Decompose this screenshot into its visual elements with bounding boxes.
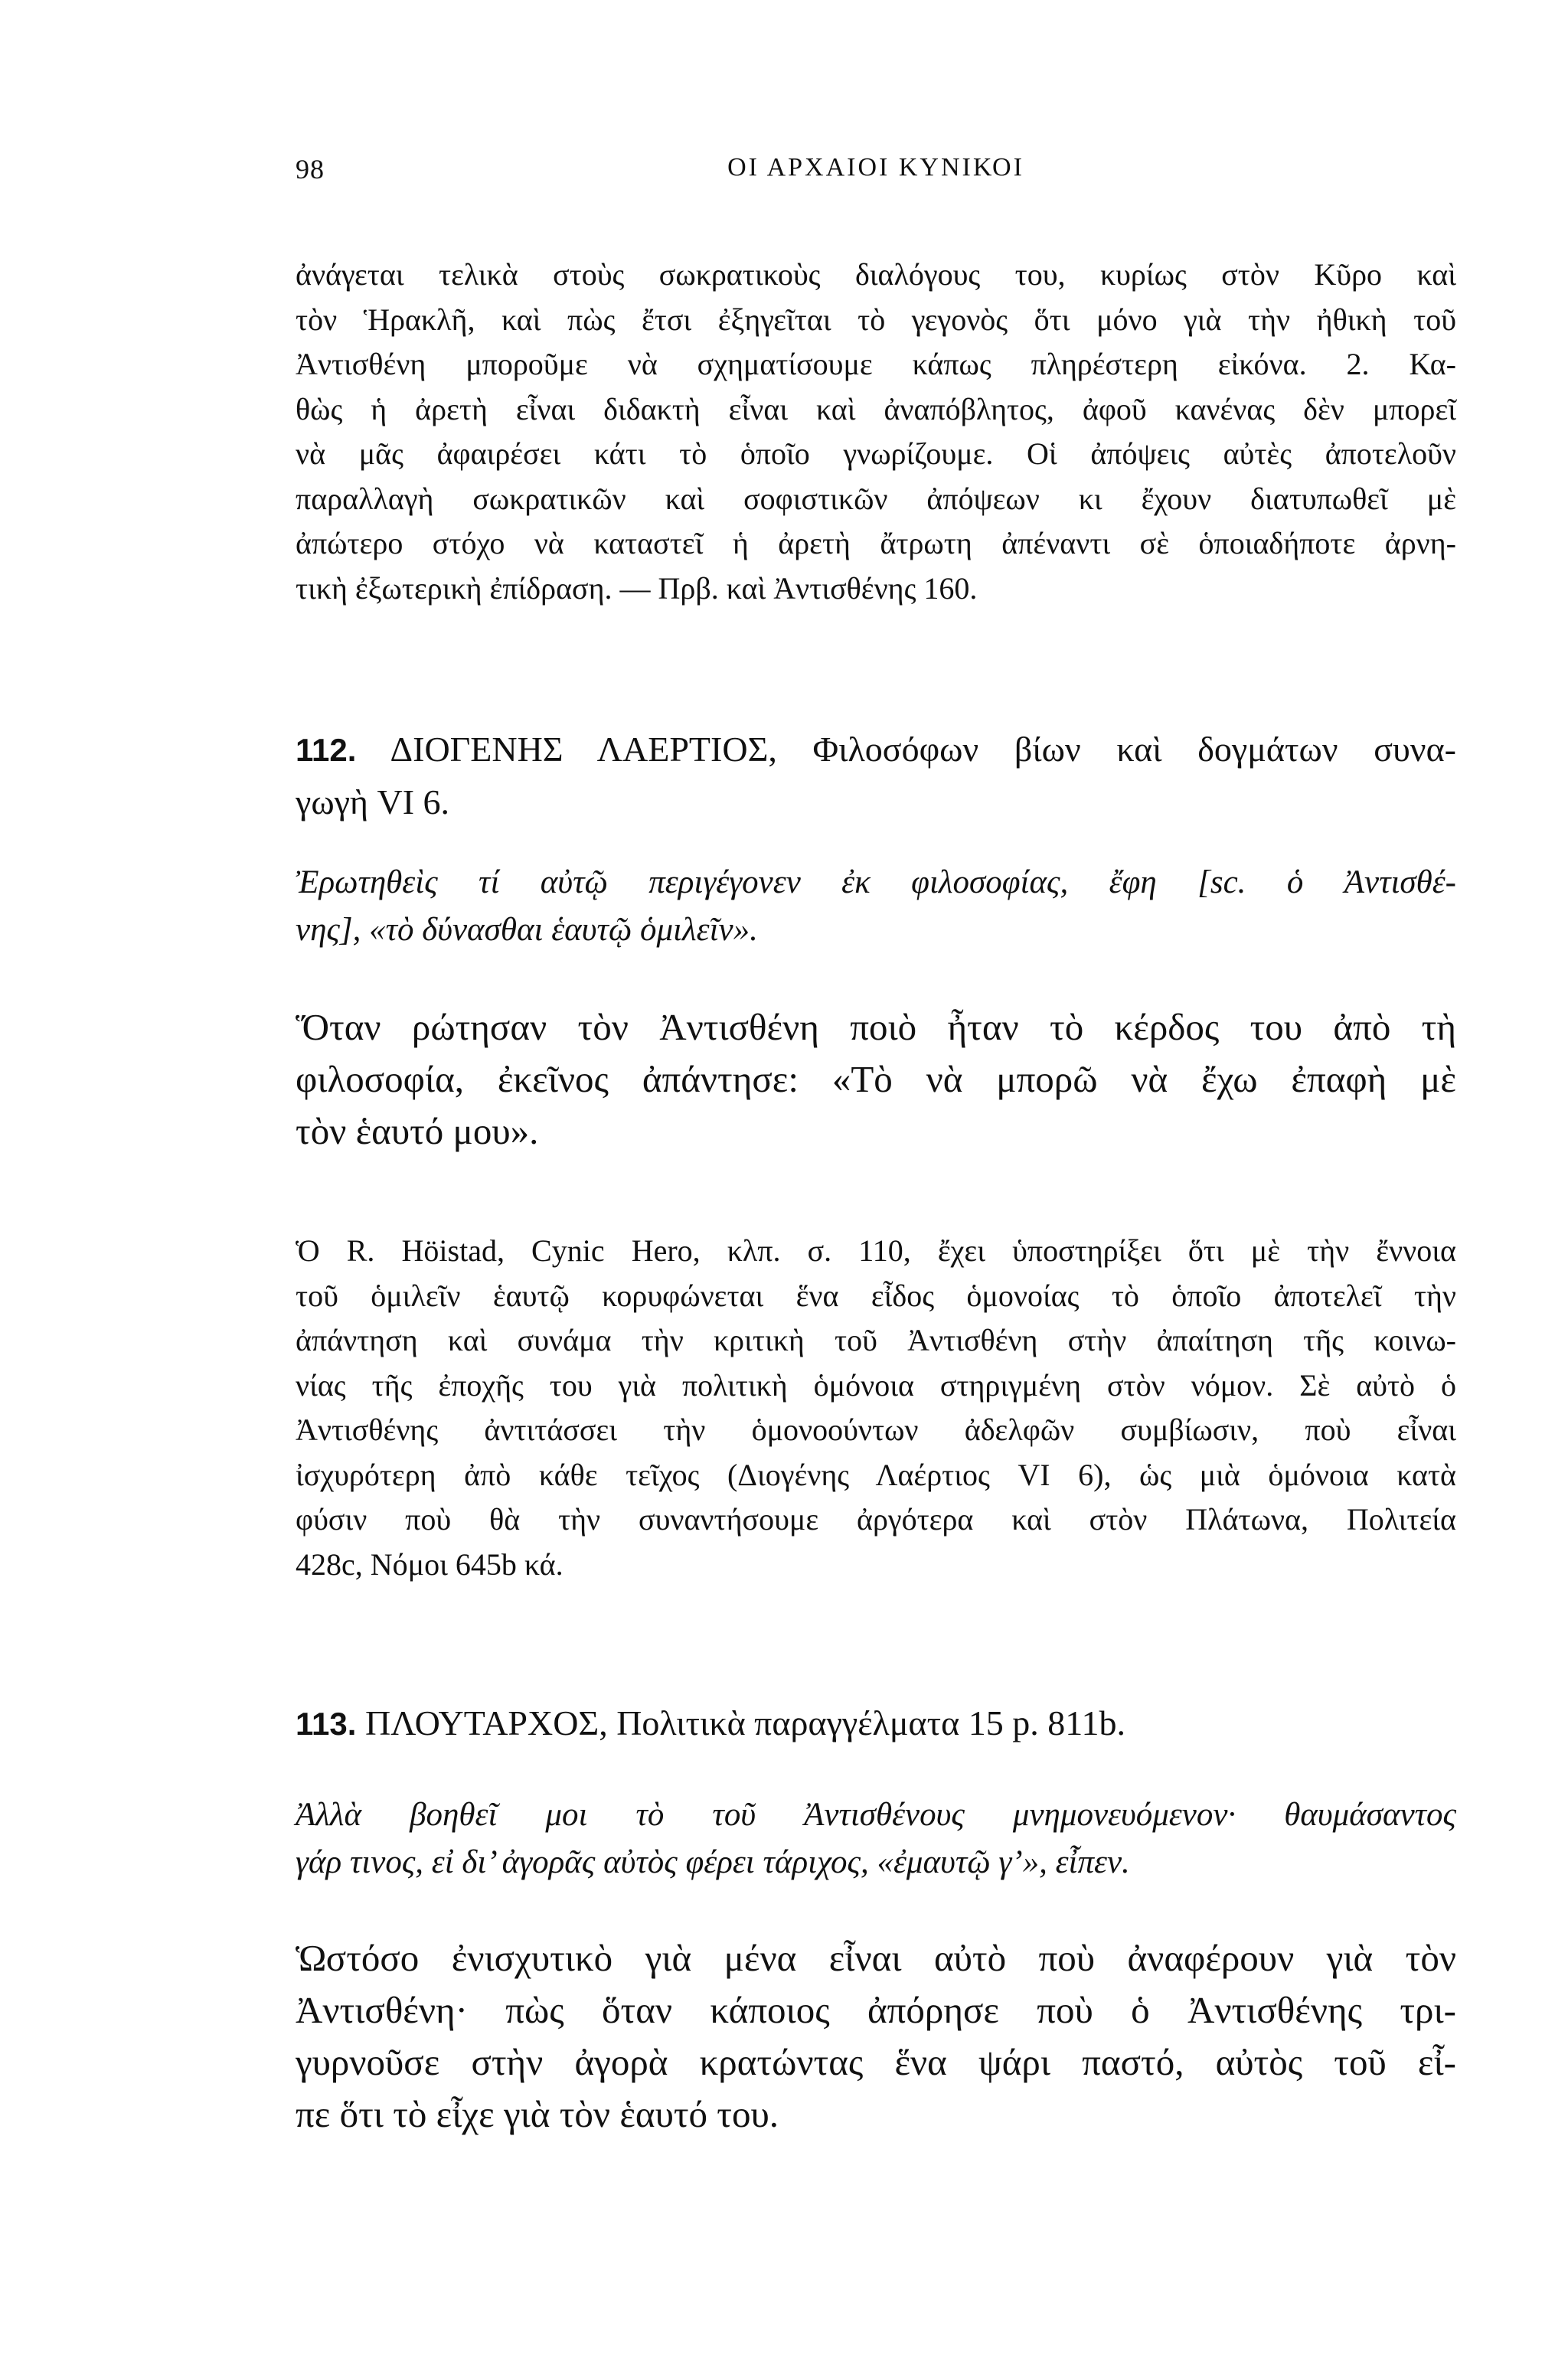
text-line: ἰσχυρότερη ἀπὸ κάθε τεῖχος (Διογένης Λαέρτιος VI 6), ὡς μιὰ ὁμόνοια κατὰ bbox=[296, 1457, 1456, 1492]
text-line: Ἀλλὰ βοηθεῖ μοι τὸ τοῦ Ἀντισθένους μνημονευόμενον· θαυμάσαντος bbox=[296, 1797, 1456, 1833]
page-header bbox=[296, 153, 1456, 199]
text-line: γυρνοῦσε στὴν ἀγορὰ κρατώντας ἕνα ψάρι παστό, αὐτὸς τοῦ εἶ- bbox=[296, 2041, 1456, 2083]
entry-113-translation bbox=[296, 1932, 1456, 2141]
heading-text: ΔΙΟΓΕΝΗΣ ΛΑΕΡΤΙΟΣ, Φιλοσόφων βίων καὶ δογμάτων συνα- bbox=[390, 730, 1456, 769]
heading-line bbox=[296, 723, 1456, 776]
text-line: Ἐρωτηθεὶς τί αὐτῷ περιγέγονεν ἐκ φιλοσοφίας, ἔφη [sc. ὁ Ἀντισθέ- bbox=[296, 864, 1456, 900]
heading-line: γωγὴ VI 6. bbox=[296, 782, 450, 821]
entry-112-heading bbox=[296, 723, 1456, 828]
text-line: 428c, Νόμοι 645b κά. bbox=[296, 1546, 564, 1582]
text-line: ἀπώτερο στόχο νὰ καταστεῖ ἡ ἀρετὴ ἄτρωτη ἀπέναντι σὲ ὁποιαδήποτε ἀρνη- bbox=[296, 526, 1456, 560]
entry-112-commentary bbox=[296, 1229, 1456, 1587]
entry-number: 113. bbox=[296, 1706, 357, 1742]
entry-112-source bbox=[296, 859, 1456, 954]
entry-112-translation bbox=[296, 1001, 1456, 1158]
text-line: τὸν ἑαυτό μου». bbox=[296, 1110, 539, 1152]
text-line: Ἀντισθένη· πὼς ὅταν κάποιος ἀπόρησε ποὺ ὁ Ἀντισθένης τρι- bbox=[296, 1989, 1456, 2031]
text-line: Ἀντισθένης ἀντιτάσσει τὴν ὁμονοούντων ἀδελφῶν συμβίωσιν, ποὺ εἶναι bbox=[296, 1413, 1456, 1447]
text-line: τὸν Ἡρακλῆ, καὶ πὼς ἔτσι ἐξηγεῖται τὸ γεγονὸς ὅτι μόνο γιὰ τὴν ἠθικὴ τοῦ bbox=[296, 302, 1456, 337]
text-line: τοῦ ὁμιλεῖν ἑαυτῷ κορυφώνεται ἕνα εἶδος ὁμονοίας τὸ ὁποῖο ἀποτελεῖ τὴν bbox=[296, 1278, 1456, 1313]
text-line: ἀνάγεται τελικὰ στοὺς σωκρατικοὺς διαλόγους του, κυρίως στὸν Κῦρο καὶ bbox=[296, 257, 1456, 292]
text-line: πε ὅτι τὸ εἶχε γιὰ τὸν ἑαυτό του. bbox=[296, 2093, 779, 2135]
entry-number: 112. bbox=[296, 732, 357, 768]
text-line: φύσιν ποὺ θὰ τὴν συναντήσουμε ἀργότερα καὶ στὸν Πλάτωνα, Πολιτεία bbox=[296, 1502, 1456, 1537]
text-line: Ὁ R. Höistad, Cynic Hero, κλπ. σ. 110, ἔχει ὑποστηρίξει ὅτι μὲ τὴν ἔννοια bbox=[296, 1233, 1456, 1268]
text-line: θὼς ἡ ἀρετὴ εἶναι διδακτὴ εἶναι καὶ ἀναπόβλητος, ἀφοῦ κανένας δὲν μπορεῖ bbox=[296, 391, 1456, 426]
text-line: νὰ μᾶς ἀφαιρέσει κάτι τὸ ὁποῖο γνωρίζουμε. Οἱ ἀπόψεις αὐτὲς ἀποτελοῦν bbox=[296, 436, 1456, 471]
text-line: Ὡστόσο ἐνισχυτικὸ γιὰ μένα εἶναι αὐτὸ ποὺ ἀναφέρουν γιὰ τὸν bbox=[296, 1937, 1456, 1979]
text-line: γάρ τινος, εἰ δι’ ἀγορᾶς αὐτὸς φέρει τάριχος, «ἐμαυτῷ γ’», εἶπεν. bbox=[296, 1844, 1130, 1880]
entry-113-source bbox=[296, 1791, 1456, 1886]
text-line: νίας τῆς ἐποχῆς του γιὰ πολιτικὴ ὁμόνοια στηριγμένη στὸν νόμον. Σὲ αὐτὸ ὁ bbox=[296, 1367, 1456, 1403]
heading-text: ΠΛΟΥΤΑΡΧΟΣ, Πολιτικὰ παραγγέλματα 15 p. 811b. bbox=[364, 1703, 1125, 1742]
text-line: φιλοσοφία, ἐκεῖνος ἀπάντησε: «Τὸ νὰ μπορῶ νὰ ἔχω ἐπαφὴ μὲ bbox=[296, 1058, 1456, 1100]
commentary-continuation bbox=[296, 253, 1456, 611]
text-line: τικὴ ἐξωτερικὴ ἐπίδραση. — Πρβ. καὶ Ἀντισθένης 160. bbox=[296, 570, 978, 606]
text-line: νης], «τὸ δύνασθαι ἑαυτῷ ὁμιλεῖν». bbox=[296, 912, 758, 948]
text-line: Ὅταν ρώτησαν τὸν Ἀντισθένη ποιὸ ἦταν τὸ κέρδος του ἀπὸ τὴ bbox=[296, 1006, 1456, 1048]
running-title: ΟΙ ΑΡΧΑΙΟΙ ΚΥΝΙΚΟΙ bbox=[727, 153, 1024, 181]
heading-line bbox=[296, 1697, 1456, 1750]
text-line: ἀπάντηση καὶ συνάμα τὴν κριτικὴ τοῦ Ἀντισθένη στὴν ἀπαίτηση τῆς κοινω- bbox=[296, 1323, 1456, 1357]
page-number: 98 bbox=[296, 154, 325, 185]
entry-113-heading bbox=[296, 1697, 1456, 1750]
text-line: παραλλαγὴ σωκρατικῶν καὶ σοφιστικῶν ἀπόψεων κι ἔχουν διατυπωθεῖ μὲ bbox=[296, 481, 1456, 516]
text-line: Ἀντισθένη μποροῦμε νὰ σχηματίσουμε κάπως πληρέστερη εἰκόνα. 2. Κα- bbox=[296, 347, 1456, 381]
